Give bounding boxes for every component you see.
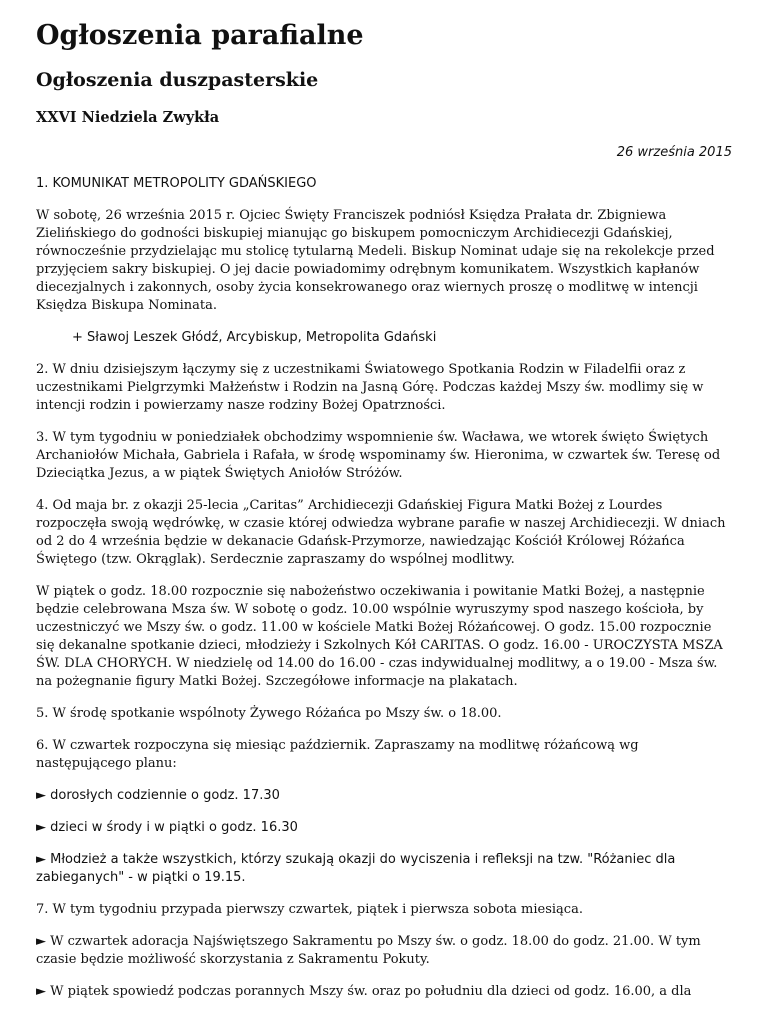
paragraph-6: 6. W czwartek rozpoczyna się miesiąc październik. Zapraszamy na modlitwę różańcową wg następującego planu: — [36, 738, 639, 771]
announcement-body — [36, 175, 732, 1015]
list-item: ► Młodzież a także wszystkich, którzy szukają okazji do wyciszenia i refleksji na tzw. "Różaniec dla zabieganych" - w piątki o 19.15. — [36, 852, 676, 885]
announcement-date: 26 września 2015 — [616, 145, 732, 160]
list-item: ► dorosłych codziennie o godz. 17.30 — [36, 788, 280, 803]
paragraph-2: 2. W dniu dzisiejszym łączymy się z uczestnikami Światowego Spotkania Rodzin w Filadelfii oraz z uczestnikami Pielgrzymki Małżeństw i Rodzin na Jasną Górę. Podczas każdej Mszy św. modlimy się w intencji rodzin i powierzamy nasze rodziny Bożej Opatrzności. — [36, 362, 704, 413]
list-item: ► W piątek spowiedź podczas porannych Mszy św. oraz po południu dla dzieci od godz. 16.00, a dla — [36, 984, 692, 999]
paragraph-5: 5. W środę spotkanie wspólnoty Żywego Różańca po Mszy św. o 18.00. — [36, 706, 502, 721]
paragraph-4: 4. Od maja br. z okazji 25-lecia „Caritas” Archidiecezji Gdańskiej Figura Matki Bożej z Lourdes rozpoczęła swoją wędrówkę, w czasie której odwiedza wybrane parafie w naszej Archidiecezji. W dniach od 2 do 4 września będzie w dekanacie Gdańsk-Przymorze, nawiedzając Kościół Królowej Różańca Świętego (tzw. Okrąglak). Serdecznie zapraszamy do wspólnej modlitwy. — [36, 498, 726, 567]
paragraph-3: 3. W tym tygodniu w poniedziałek obchodzimy wspomnienie św. Wacława, we wtorek święto Świętych Archaniołów Michała, Gabriela i Rafała, w środę wspominamy św. Hieronima, w czwartek św. Teresę od Dzieciątka Jezus, a w piątek Świętych Aniołów Stróżów. — [36, 430, 721, 481]
signature-line: + Sławoj Leszek Głódź, Arcybiskup, Metropolita Gdański — [72, 330, 437, 345]
paragraph-1-heading: 1. KOMUNIKAT METROPOLITY GDAŃSKIEGO — [36, 176, 317, 191]
list-item: ► dzieci w środy i w piątki o godz. 16.30 — [36, 820, 298, 835]
section-subtitle: Ogłoszenia duszpasterskie — [36, 69, 319, 91]
paragraph-7: 7. W tym tygodniu przypada pierwszy czwartek, piątek i pierwsza sobota miesiąca. — [36, 902, 583, 917]
page-title: Ogłoszenia parafialne — [36, 20, 364, 51]
sunday-heading: XXVI Niedziela Zwykła — [36, 109, 220, 126]
list-item: ► W czwartek adoracja Najświętszego Sakramentu po Mszy św. o godz. 18.00 do godz. 21.00. W tym czasie będzie możliwość skorzystania z Sakramentu Pokuty. — [36, 934, 701, 967]
paragraph-bishop-nomination: W sobotę, 26 września 2015 r. Ojciec Święty Franciszek podniósł Księdza Prałata dr. Zbigniewa Zielińskiego do godności biskupiej mianując go biskupem pomocniczym Archidiecezji Gdańskiej, równocześnie przydzielając mu stolicę tytularną Medeli. Biskup Nominat udaje się na rekolekcje przed przyjęciem sakry biskupiej. O jej dacie powiadomimy odrębnym komunikatem. Wszystkich kapłanów diecezjalnych i zakonnych, osoby życia konsekrowanego oraz wiernych proszę o modlitwę w intencji Księdza Biskupa Nominata. — [36, 208, 715, 313]
paragraph-4-details: W piątek o godz. 18.00 rozpocznie się nabożeństwo oczekiwania i powitanie Matki Bożej, a następnie będzie celebrowana Msza św. W sobotę o godz. 10.00 wspólnie wyruszymy spod naszego kościoła, by uczestniczyć we Mszy św. o godz. 11.00 w kościele Matki Bożej Różańcowej. O godz. 15.00 rozpocznie się dekanalne spotkanie dzieci, młodzieży i Szkolnych Kół CARITAS. O godz. 16.00 - UROCZYSTA MSZA ŚW. DLA CHORYCH. W niedzielę od 14.00 do 16.00 - czas indywidualnej modlitwy, a o 19.00 - Msza św. na pożegnanie figury Matki Bożej. Szczegółowe informacje na plakatach. — [36, 584, 723, 689]
